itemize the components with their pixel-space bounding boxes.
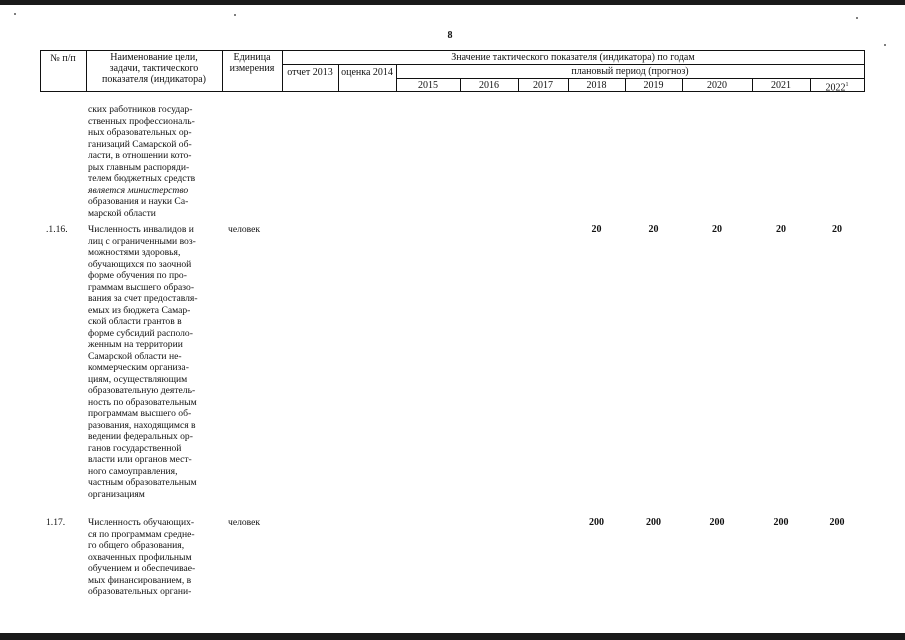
name-line: образования и науки Са- [88, 196, 189, 207]
name-line: марской области [88, 207, 156, 219]
name-line: рых главным распоряди- [88, 161, 190, 173]
name-line: циям, осуществляющим [88, 373, 188, 385]
row-1-17-value-2021: 200 [773, 517, 789, 528]
name-line: организациям [88, 488, 145, 500]
header-year: 2018 [586, 80, 607, 91]
row-1-16-unit: человек [228, 224, 261, 235]
name-line: Численность инвалидов и [88, 224, 194, 235]
header-year: 2017 [533, 80, 553, 91]
name-line: емых из бюджета Самар- [88, 304, 191, 316]
row-1-16-value-2021: 20 [776, 224, 786, 235]
name-line: является министерство [88, 184, 189, 196]
name-line: ской области грантов в [88, 316, 182, 327]
row-1-17-value-2020: 200 [709, 517, 725, 528]
header-unit-column: Единица измерения [229, 52, 275, 74]
row-1-17-name [88, 517, 228, 598]
row-1-16-value-2019: 20 [648, 224, 659, 235]
row-1-16-name [88, 224, 228, 500]
name-line: обучением и обеспечивае- [88, 563, 196, 574]
header-year-2022 [810, 80, 864, 93]
row-1-16-value-2018: 20 [591, 224, 602, 235]
header-year: 2019 [643, 80, 664, 91]
header-number-column: № п/п [50, 53, 76, 64]
scan-speck [14, 13, 16, 15]
name-line: ных образовательных ор- [88, 127, 192, 138]
name-line: женным на территории [88, 339, 183, 350]
scan-top-edge [0, 0, 905, 5]
footnote-mark: 1 [845, 82, 849, 88]
scan-speck [884, 44, 886, 46]
row-1-16-value-2020: 20 [712, 224, 722, 235]
header-year: 2021 [771, 80, 791, 91]
header-year: 2020 [707, 80, 727, 91]
header-year: 2016 [479, 80, 499, 91]
name-line: обучающихся по заочной [88, 258, 192, 270]
name-line: форме обучения по про- [88, 270, 187, 281]
name-line: частным образовательным [88, 477, 197, 488]
name-line: граммам высшего образо- [88, 281, 195, 293]
row-1-17-number: 1.17. [46, 517, 66, 528]
name-line: телем бюджетных средств [88, 173, 196, 184]
name-line: вания за счет предоставля- [88, 293, 198, 304]
row-1-16-number: .1.16. [46, 224, 68, 235]
scan-bottom-edge [0, 633, 905, 640]
row-1-17-value-2019: 200 [646, 517, 661, 528]
name-line: ного самоуправления, [88, 465, 178, 477]
name-line: Самарской области не- [88, 350, 182, 362]
header-estimate-2014: оценка 2014 [341, 67, 393, 78]
name-line: ласти, в отношении кото- [88, 150, 192, 161]
name-line: разования, находящимся в [88, 419, 196, 431]
row-1-17-value-2018: 200 [589, 517, 604, 528]
name-line: охваченных профильным [88, 551, 192, 563]
header-year-label: 2022 [825, 82, 846, 94]
header-year: 2015 [418, 80, 438, 91]
name-line: можностями здоровья, [88, 247, 181, 258]
name-line: Численность обучающих- [88, 517, 195, 528]
name-line: мых финансированием, в [88, 574, 192, 586]
name-line: ственных профессиональ- [88, 115, 195, 127]
name-line: коммерческим организа- [88, 362, 189, 373]
name-line: форме субсидий располо- [88, 327, 193, 339]
row-1-17-unit: человек [228, 517, 261, 528]
name-line: образовательных органи- [88, 586, 192, 597]
name-line: ганов государственной [88, 442, 182, 454]
page-number: 8 [447, 30, 453, 41]
header-report-2013: отчет 2013 [287, 67, 333, 78]
name-line: ских работников государ- [88, 104, 193, 115]
name-line: ность по образовательным [88, 396, 197, 408]
row-1-17-value-2022: 200 [829, 517, 845, 528]
name-line: ведении федеральных ор- [88, 431, 193, 442]
header-values-title: Значение тактического показателя (индикатора) по годам [451, 52, 695, 63]
name-line: го общего образования, [88, 540, 185, 551]
scan-speck [234, 14, 236, 16]
name-line: ганизаций Самарской об- [88, 138, 192, 150]
name-line: программам высшего об- [88, 408, 192, 419]
name-line: лиц с ограниченными воз- [88, 235, 196, 247]
row-1-16-value-2022: 20 [832, 224, 842, 235]
scan-speck [856, 17, 858, 19]
header-planned-period: плановый период (прогноз) [571, 66, 689, 77]
row-continuation-name [88, 104, 228, 219]
name-line: образовательную деятель- [88, 385, 196, 396]
name-line: ся по программам средне- [88, 528, 195, 540]
header-name-column: Наименование цели, задачи, тактического показателя (индикатора) [102, 52, 206, 85]
name-line: власти или органов мест- [88, 454, 192, 465]
